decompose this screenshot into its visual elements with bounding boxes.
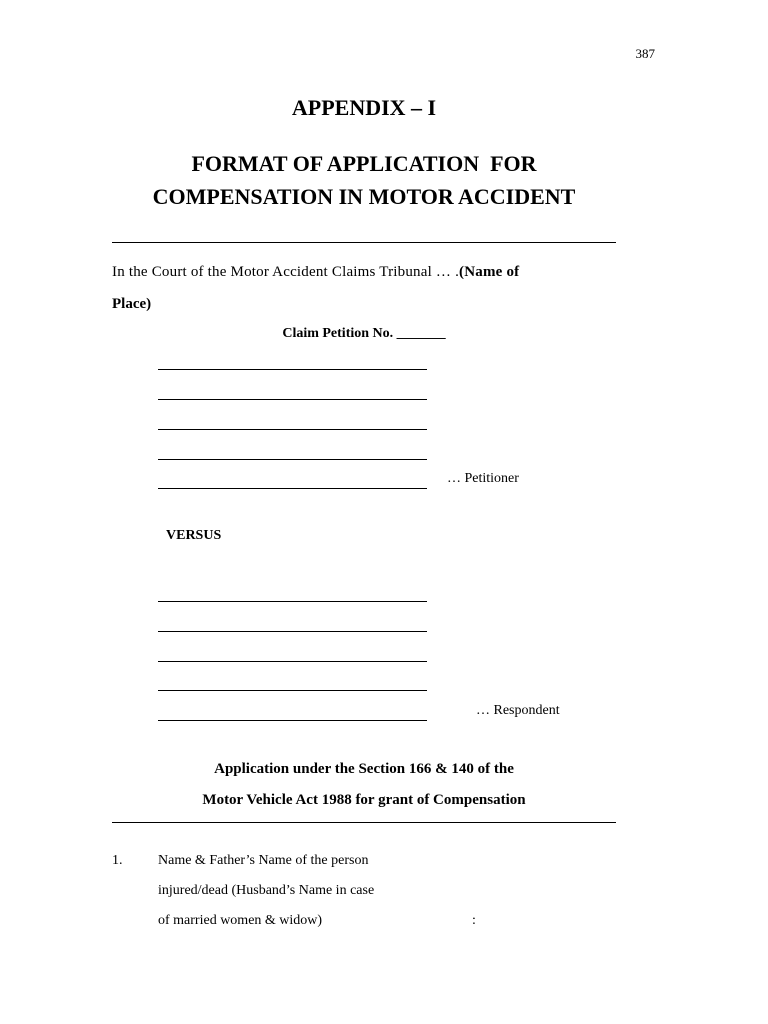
versus-label: VERSUS bbox=[166, 528, 222, 543]
respondent-blank-5 bbox=[158, 720, 427, 721]
item-text-line-3: of married women & widow) bbox=[158, 913, 323, 928]
top-divider bbox=[112, 242, 616, 243]
petitioner-blank-1 bbox=[158, 369, 427, 370]
petitioner-label: … Petitioner bbox=[447, 471, 519, 486]
court-text: In the Court of the Motor Accident Claims Tribunal … . bbox=[112, 264, 460, 280]
respondent-blank-4 bbox=[158, 690, 427, 691]
item-colon: : bbox=[472, 913, 476, 928]
item-text-line-2: injured/dead (Husband’s Name in case bbox=[158, 883, 375, 898]
court-place-label: (Name of bbox=[459, 264, 520, 280]
petitioner-blank-4 bbox=[158, 459, 427, 460]
page-number: 387 bbox=[635, 46, 655, 61]
item-text-line-1: Name & Father’s Name of the person bbox=[158, 853, 369, 868]
claim-petition-number: Claim Petition No. _______ bbox=[282, 326, 446, 341]
appendix-heading: APPENDIX – I bbox=[291, 95, 437, 120]
respondent-label: … Respondent bbox=[476, 703, 560, 718]
application-title-line-1: Application under the Section 166 & 140 of the bbox=[214, 761, 514, 777]
respondent-blank-1 bbox=[158, 601, 427, 602]
respondent-blank-2 bbox=[158, 631, 427, 632]
court-line-2: Place) bbox=[112, 296, 152, 312]
item-number: 1. bbox=[112, 853, 123, 868]
respondent-blank-3 bbox=[158, 661, 427, 662]
petitioner-blank-2 bbox=[158, 399, 427, 400]
bottom-divider bbox=[112, 822, 616, 823]
form-title-line-2: COMPENSATION IN MOTOR ACCIDENT bbox=[152, 184, 576, 209]
application-title-line-2: Motor Vehicle Act 1988 for grant of Compensation bbox=[202, 792, 526, 808]
petitioner-blank-3 bbox=[158, 429, 427, 430]
court-line-1 bbox=[112, 264, 622, 281]
petitioner-blank-5 bbox=[158, 488, 427, 489]
form-title-line-1: FORMAT OF APPLICATION FOR bbox=[191, 151, 537, 176]
